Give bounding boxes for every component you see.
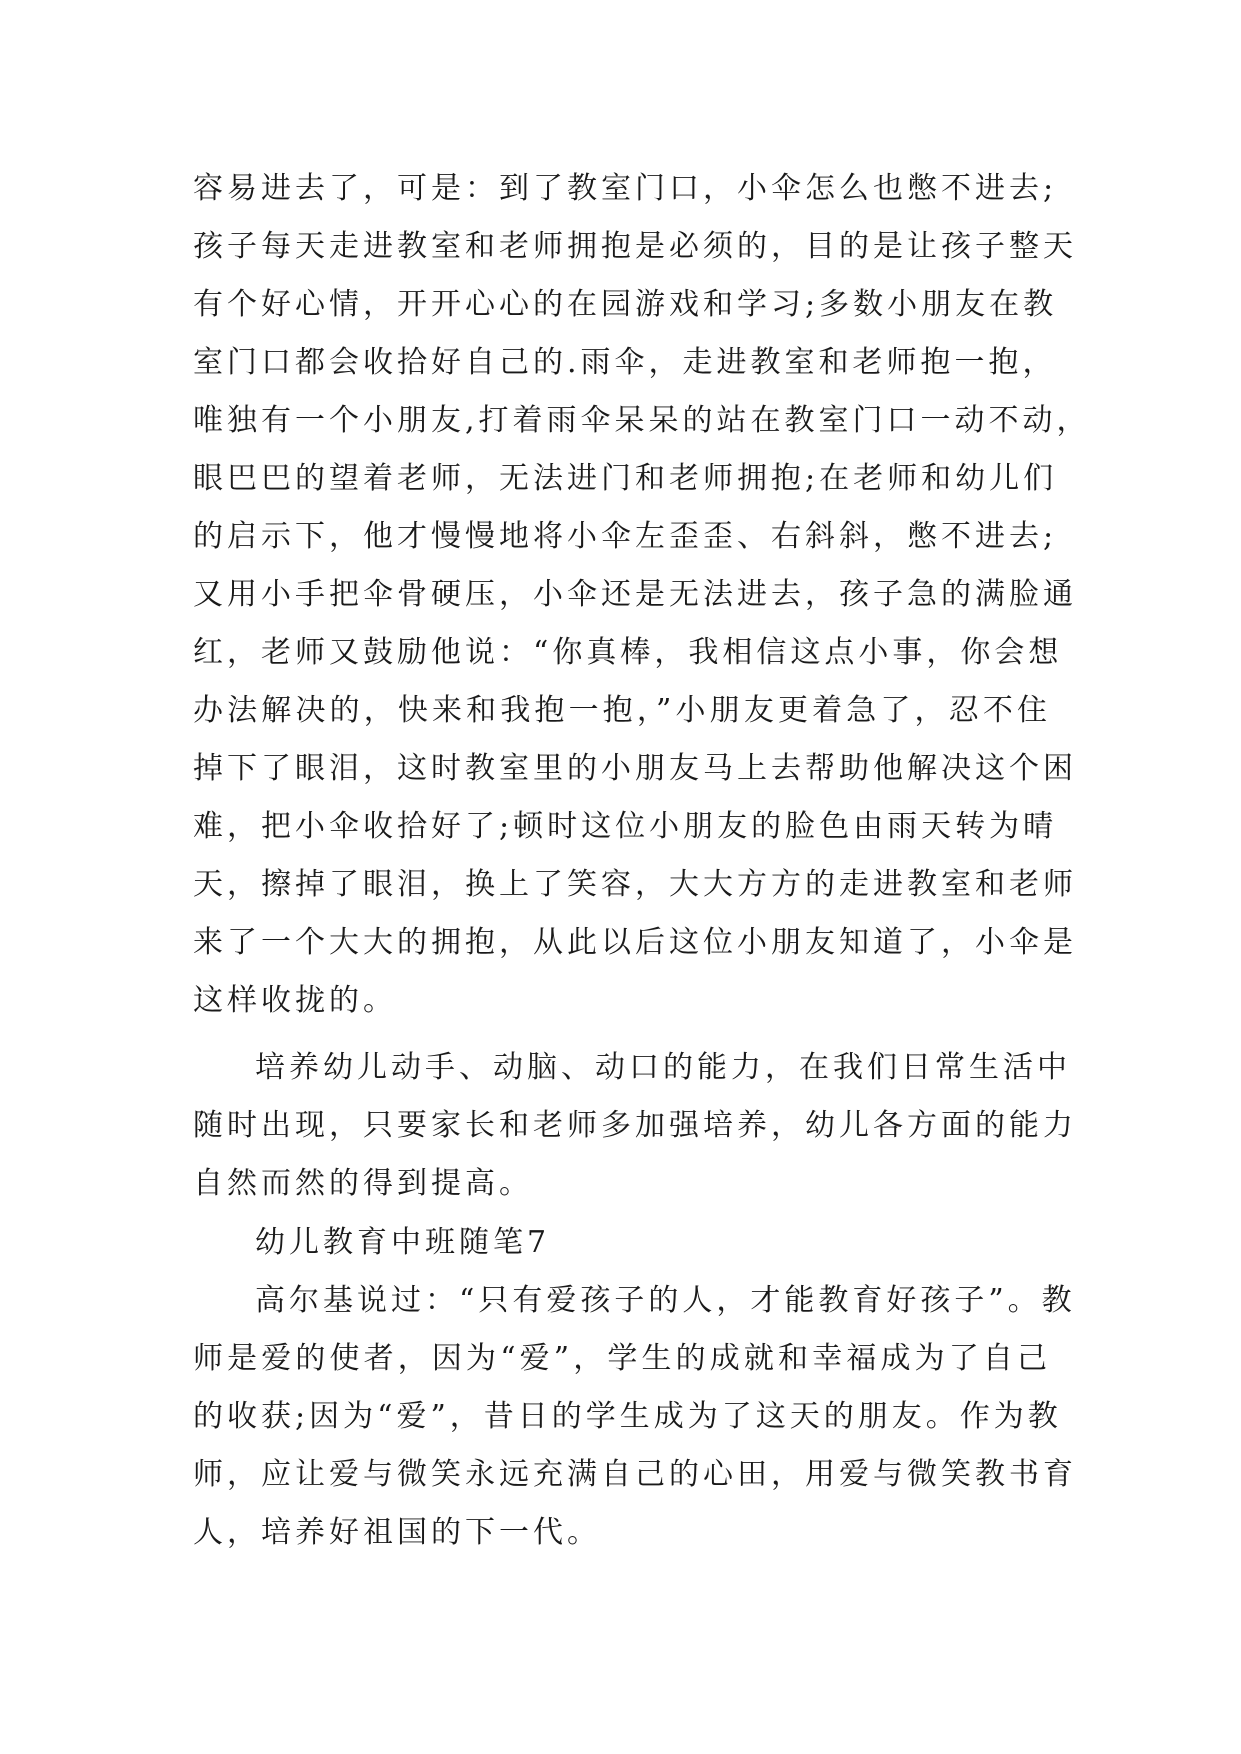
text-line: 随时出现，只要家长和老师多加强培养，幼儿各方面的能力 [193, 1108, 1077, 1143]
text-line: 难，把小伞收拾好了;顿时这位小朋友的脸色由雨天转为晴 [193, 809, 1058, 844]
text-line: 师是爱的使者，因为“爱”，学生的成就和幸福成为了自己 [193, 1341, 1051, 1376]
paragraph-new [193, 1272, 1077, 1562]
text-line: 这样收拢的。 [193, 983, 397, 1018]
text-line: 师，应让爱与微笑永远充满自己的心田，用爱与微笑教书育 [193, 1457, 1077, 1492]
text-line: 唯独有一个小朋友,打着雨伞呆呆的站在教室门口一动不动， [193, 403, 1091, 438]
text-line: 红，老师又鼓励他说：“你真棒，我相信这点小事，你会想 [193, 635, 1063, 670]
section-heading: 幼儿教育中班随笔7 [255, 1225, 551, 1260]
paragraph-continued [193, 160, 1091, 1030]
text-line: 自然而然的得到提高。 [193, 1166, 533, 1201]
text-line: 眼巴巴的望着老师，无法进门和老师拥抱;在老师和幼儿们 [193, 461, 1058, 496]
text-line: 来了一个大大的拥抱，从此以后这位小朋友知道了，小伞是 [193, 925, 1077, 960]
text-line: 有个好心情，开开心心的在园游戏和学习;多数小朋友在教 [193, 287, 1058, 322]
text-line: 高尔基说过：“只有爱孩子的人，才能教育好孩子”。教 [255, 1283, 1076, 1318]
text-line: 天，擦掉了眼泪，换上了笑容，大大方方的走进教室和老师 [193, 867, 1077, 902]
text-line: 的启示下，他才慢慢地将小伞左歪歪、右斜斜，憋不进去; [193, 519, 1058, 554]
text-line: 孩子每天走进教室和老师拥抱是必须的，目的是让孩子整天 [193, 229, 1077, 264]
text-line: 又用小手把伞骨硬压，小伞还是无法进去，孩子急的满脸通 [193, 577, 1077, 612]
text-line: 室门口都会收拾好自己的.雨伞，走进教室和老师抱一抱， [193, 345, 1057, 380]
text-line: 办法解决的，快来和我抱一抱，”小朋友更着急了，忍不住 [193, 693, 1051, 728]
text-line: 容易进去了，可是：到了教室门口，小伞怎么也憋不进去; [193, 171, 1058, 206]
text-line: 的收获;因为“爱”，昔日的学生成为了这天的朋友。作为教 [193, 1399, 1062, 1434]
text-line: 掉下了眼泪，这时教室里的小朋友马上去帮助他解决这个困 [193, 751, 1077, 786]
section-heading-block [193, 1214, 1051, 1272]
paragraph-conclusion [193, 1039, 1077, 1213]
text-line: 人，培养好祖国的下一代。 [193, 1515, 601, 1550]
text-line: 培养幼儿动手、动脑、动口的能力，在我们日常生活中 [255, 1050, 1071, 1085]
